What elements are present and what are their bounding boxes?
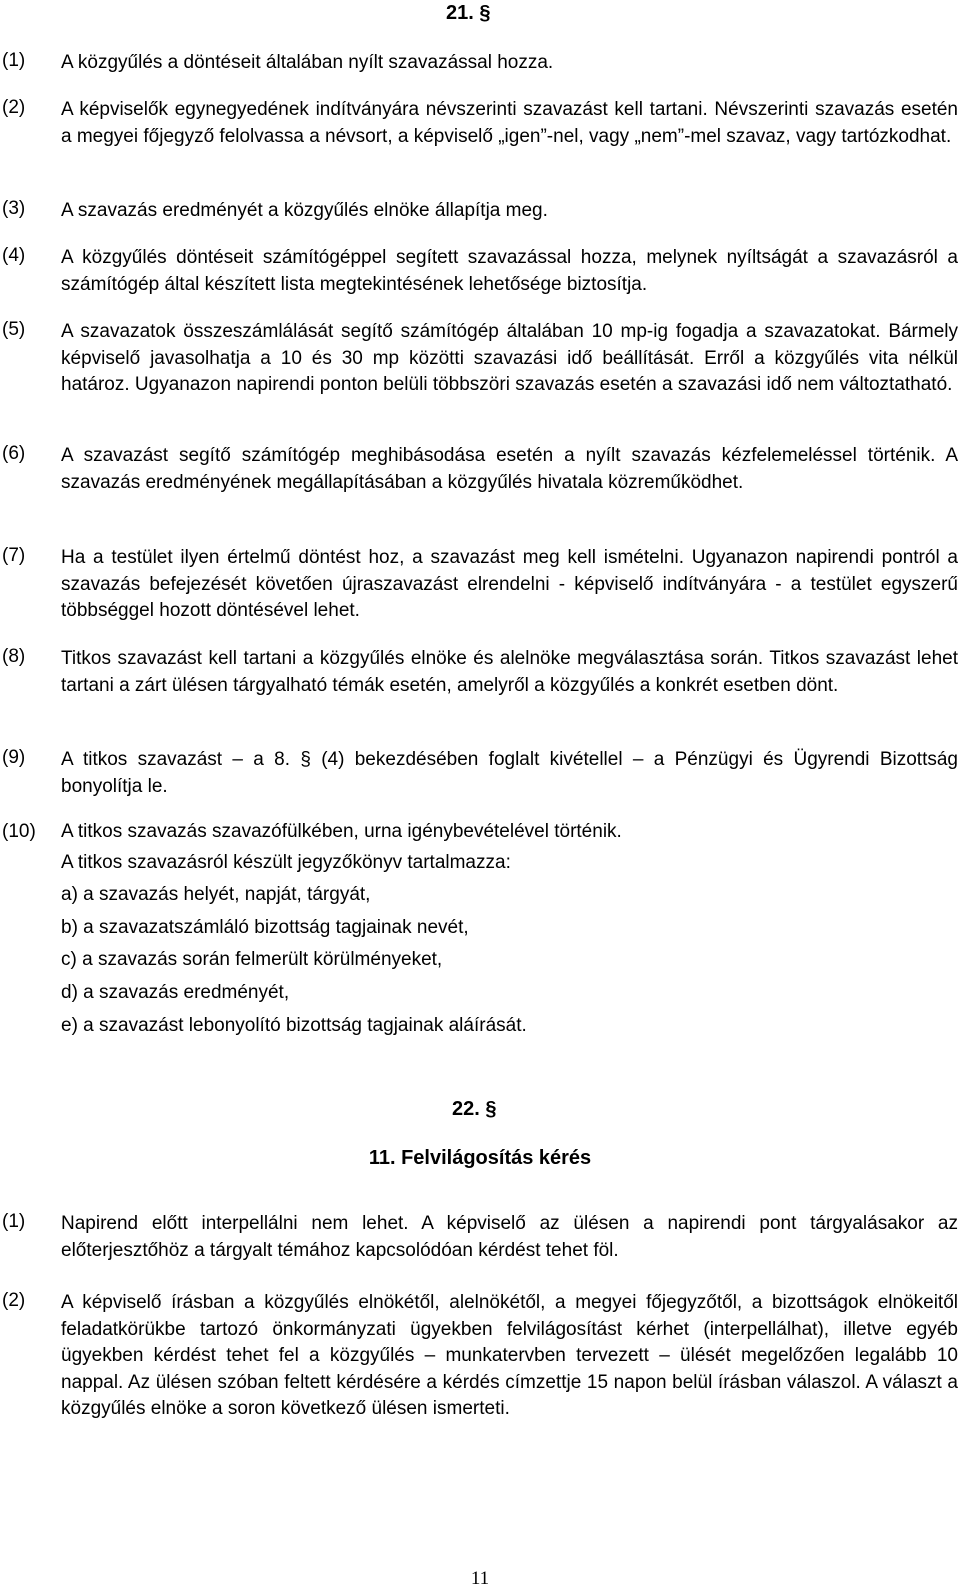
paragraph-number: (1) <box>2 1211 26 1232</box>
page-number: 11 <box>470 1568 490 1589</box>
paragraph-line: A titkos szavazás szavazófülkében, urna igénybevételével történik. <box>61 821 622 842</box>
paragraph-number: (6) <box>2 443 26 464</box>
paragraph-text: A közgyűlés a döntéseit általában nyílt szavazással hozza. <box>61 52 554 73</box>
paragraph-text: Napirend előtt interpellálni nem lehet. A képviselő az ülésen a napirendi pont tárgyalásakor az előterjesztőhöz a tárgyalt témához kapcsolódóan kérdést tehet föl. <box>61 1213 958 1261</box>
list-item: b) a szavazatszámláló bizottság tagjainak nevét, <box>61 917 469 938</box>
section-number: 21. § <box>446 2 491 24</box>
list-item: e) a szavazást lebonyolító bizottság tagjainak aláírását. <box>61 1015 527 1036</box>
paragraph-line: A titkos szavazásról készült jegyzőkönyv tartalmazza: <box>61 852 511 873</box>
paragraph-text: Ha a testület ilyen értelmű döntést hoz, a szavazást meg kell ismételni. Ugyanazon napirendi pontról a szavazás befejezését követően újraszavazást elrendelni - képviselő indítványára - a testület egyszerű többséggel hozott döntésével lehet. <box>61 547 958 621</box>
list-item: a) a szavazás helyét, napját, tárgyát, <box>61 884 371 905</box>
paragraph-text: Titkos szavazást kell tartani a közgyűlés elnöke és alelnöke megválasztása során. Titkos szavazást lehet tartani a zárt ülésen tárgyalható témák esetén, amelyről a közgyűlés a konkrét esetben dönt. <box>61 648 958 696</box>
paragraph-number: (4) <box>2 245 26 266</box>
paragraph-number: (9) <box>2 747 26 768</box>
paragraph-number: (7) <box>2 545 26 566</box>
paragraph-number: (8) <box>2 646 26 667</box>
list-item: d) a szavazás eredményét, <box>61 982 290 1003</box>
paragraph-number: (3) <box>2 198 26 219</box>
paragraph-text: A szavazatok összeszámlálását segítő számítógép általában 10 mp-ig fogadja a szavazatokat. Bármely képviselő javasolhatja a 10 és 30 mp közötti szavazási idő beállítását. Erről a közgyűlés vita nélkül határoz. Ugyanazon napirendi ponton belüli többszöri szavazás esetén a szavazási idő nem változtatható. <box>61 321 958 395</box>
paragraph-text: A képviselők egynegyedének indítványára névszerinti szavazást kell tartani. Névszerinti szavazás esetén a megyei főjegyző felolvassa a névsort, a képviselő „igen”-nel, vagy „nem”-mel szavaz, vagy tartózkodhat. <box>61 99 958 147</box>
section-title: 11. Felvilágosítás kérés <box>368 1147 592 1169</box>
paragraph-text: A képviselő írásban a közgyűlés elnökétől, alelnökétől, a megyei főjegyzőtől, a bizottságok elnökeitől feladatkörükbe tartozó önkormányzati ügyekben felvilágosítást kérhet (interpellálhat), illetve egyéb ügyekben kérdést tehet fel a közgyűlés – munkatervben tervezett – ülését megelőzően legalább 10 nappal. Az ülésen szóban feltett kérdésére a kérdés címzettje 15 napon belül írásban válaszol. A választ a közgyűlés elnöke a soron következő ülésen ismerteti. <box>61 1292 958 1419</box>
paragraph-number: (5) <box>2 319 26 340</box>
paragraph-number: (2) <box>2 1290 26 1311</box>
paragraph-text: A szavazás eredményét a közgyűlés elnöke állapítja meg. <box>61 200 548 221</box>
paragraph-number: (10) <box>2 821 36 842</box>
paragraph-text: A szavazást segítő számítógép meghibásodása esetén a nyílt szavazás kézfelemeléssel történik. A szavazás eredményének megállapításában a közgyűlés hivatala közreműködhet. <box>61 445 958 493</box>
section-number: 22. § <box>452 1098 497 1120</box>
list-item: c) a szavazás során felmerült körülményeket, <box>61 949 443 970</box>
paragraph-number: (2) <box>2 97 26 118</box>
paragraph-number: (1) <box>2 50 26 71</box>
paragraph-text: A közgyűlés döntéseit számítógéppel segített szavazással hozza, melynek nyíltságát a szavazásról a számítógép által készített lista megtekintésének lehetősége biztosítja. <box>61 247 958 295</box>
paragraph-text: A titkos szavazást – a 8. § (4) bekezdésében foglalt kivétellel – a Pénzügyi és Ügyrendi Bizottság bonyolítja le. <box>61 749 958 797</box>
